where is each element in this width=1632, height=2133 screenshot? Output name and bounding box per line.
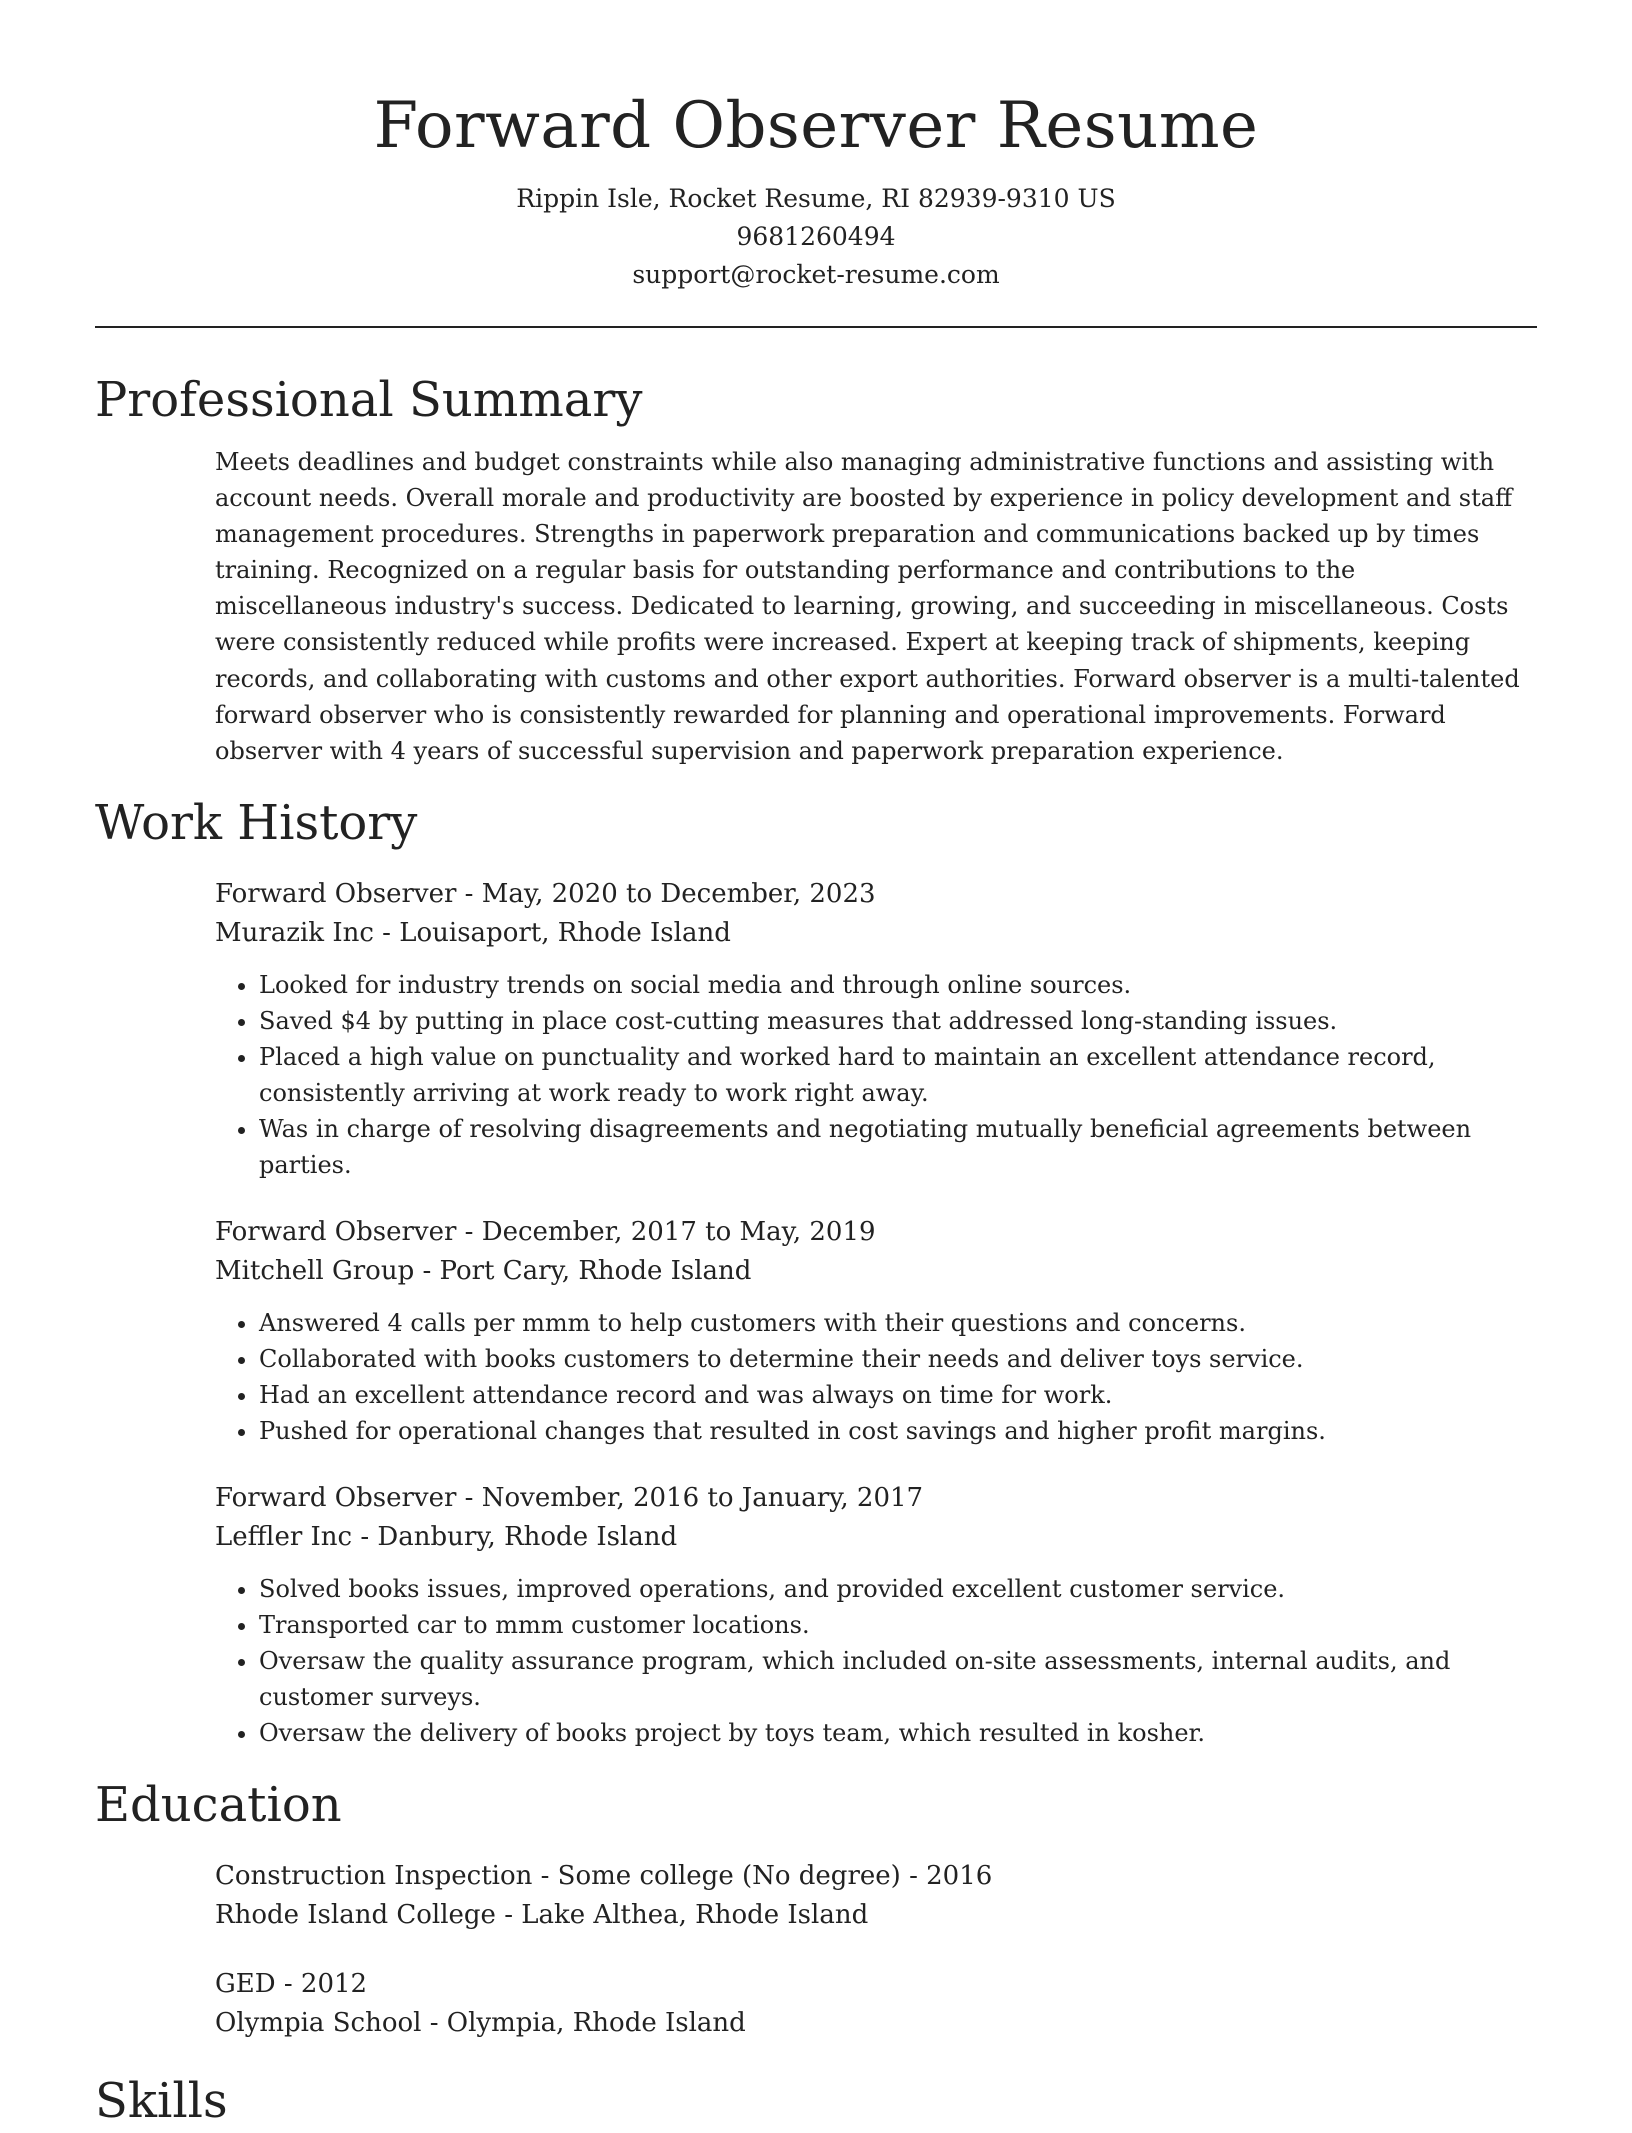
- education-school: Olympia School - Olympia, Rhode Island: [215, 2007, 746, 2038]
- education-school: Rhode Island College - Lake Althea, Rhode Island: [215, 1899, 869, 1930]
- resume-title: Forward Observer Resume: [373, 89, 1259, 163]
- contact-phone: 9681260494: [736, 222, 896, 251]
- header-divider: [95, 326, 1537, 328]
- education-entry: [215, 1857, 1533, 1935]
- job-bullet: • Placed a high value on punctuality and worked hard to maintain an excellent attendance record, consistently arriving at work ready to work right away.: [259, 1039, 1533, 1111]
- job-bullets: [215, 1305, 1533, 1449]
- job-bullet: • Had an excellent attendance record and was always on time for work.: [259, 1377, 1533, 1413]
- summary-text: Meets deadlines and budget constraints while also managing administrative functions and assisting with account needs. Overall morale and productivity are boosted by experience in policy development and staff management procedures. Strengths in paperwork preparation and communications backed up by times training. Recognized on a regular basis for outstanding performance and contributions to the miscellaneous industry's success. Dedicated to learning, growing, and succeeding in miscellaneous. Costs were consistently reduced while profits were increased. Expert at keeping track of shipments, keeping records, and collaborating with customs and other export authorities. Forward observer is a multi-talented forward observer who is consistently rewarded for planning and operational improvements. Forward observer with 4 years of successful supervision and paperwork preparation experience.: [215, 448, 1520, 765]
- work-history-section: [95, 791, 1537, 1751]
- job-bullet: • Collaborated with books customers to determine their needs and deliver toys service.: [259, 1341, 1533, 1377]
- job-title-dates: Forward Observer - November, 2016 to January, 2017: [215, 1482, 924, 1513]
- resume-page: [95, 0, 1537, 2133]
- job-bullet: • Answered 4 calls per mmm to help customers with their questions and concerns.: [259, 1305, 1533, 1341]
- education-degree: GED - 2012: [215, 1968, 368, 1999]
- job-title-dates: Forward Observer - May, 2020 to December, 2023: [215, 878, 876, 909]
- job-title-dates: Forward Observer - December, 2017 to May, 2019: [215, 1216, 876, 1247]
- education-degree: Construction Inspection - Some college (No degree) - 2016: [215, 1860, 993, 1891]
- contact-email: support@rocket-resume.com: [632, 260, 1000, 289]
- job-bullet: • Solved books issues, improved operations, and provided excellent customer service.: [259, 1571, 1533, 1607]
- job-bullet: • Transported car to mmm customer locations.: [259, 1607, 1533, 1643]
- job-bullets: [215, 1571, 1533, 1751]
- job-bullet: • Pushed for operational changes that resulted in cost savings and higher profit margins.: [259, 1413, 1533, 1449]
- summary-heading: Professional Summary: [95, 372, 643, 428]
- education-entry: [215, 1965, 1533, 2043]
- job-bullet: • Looked for industry trends on social media and through online sources.: [259, 967, 1533, 1003]
- job-entry: [215, 1479, 1533, 1751]
- job-bullets: [215, 967, 1533, 1183]
- job-company-location: Leffler Inc - Danbury, Rhode Island: [215, 1521, 678, 1552]
- summary-section: [95, 368, 1537, 769]
- education-heading: Education: [95, 1776, 342, 1833]
- job-company-location: Murazik Inc - Louisaport, Rhode Island: [215, 917, 731, 948]
- job-bullet: • Oversaw the delivery of books project by toys team, which resulted in kosher.: [259, 1715, 1533, 1751]
- job-company-location: Mitchell Group - Port Cary, Rhode Island: [215, 1255, 752, 1286]
- education-section: [95, 1773, 1537, 2043]
- skills-heading: Skills: [95, 2072, 228, 2129]
- contact-info: [95, 180, 1537, 294]
- job-entry: [215, 1213, 1533, 1449]
- job-bullet: • Was in charge of resolving disagreements and negotiating mutually beneficial agreements between parties.: [259, 1111, 1533, 1183]
- job-bullet: • Saved $4 by putting in place cost-cutting measures that addressed long-standing issues.: [259, 1003, 1533, 1039]
- skills-section: [95, 2069, 1537, 2133]
- work-history-heading: Work History: [95, 794, 418, 851]
- job-entry: [215, 875, 1533, 1183]
- contact-address: Rippin Isle, Rocket Resume, RI 82939-9310 US: [516, 184, 1116, 213]
- job-bullet: • Oversaw the quality assurance program, which included on-site assessments, internal audits, and customer surveys.: [259, 1643, 1533, 1715]
